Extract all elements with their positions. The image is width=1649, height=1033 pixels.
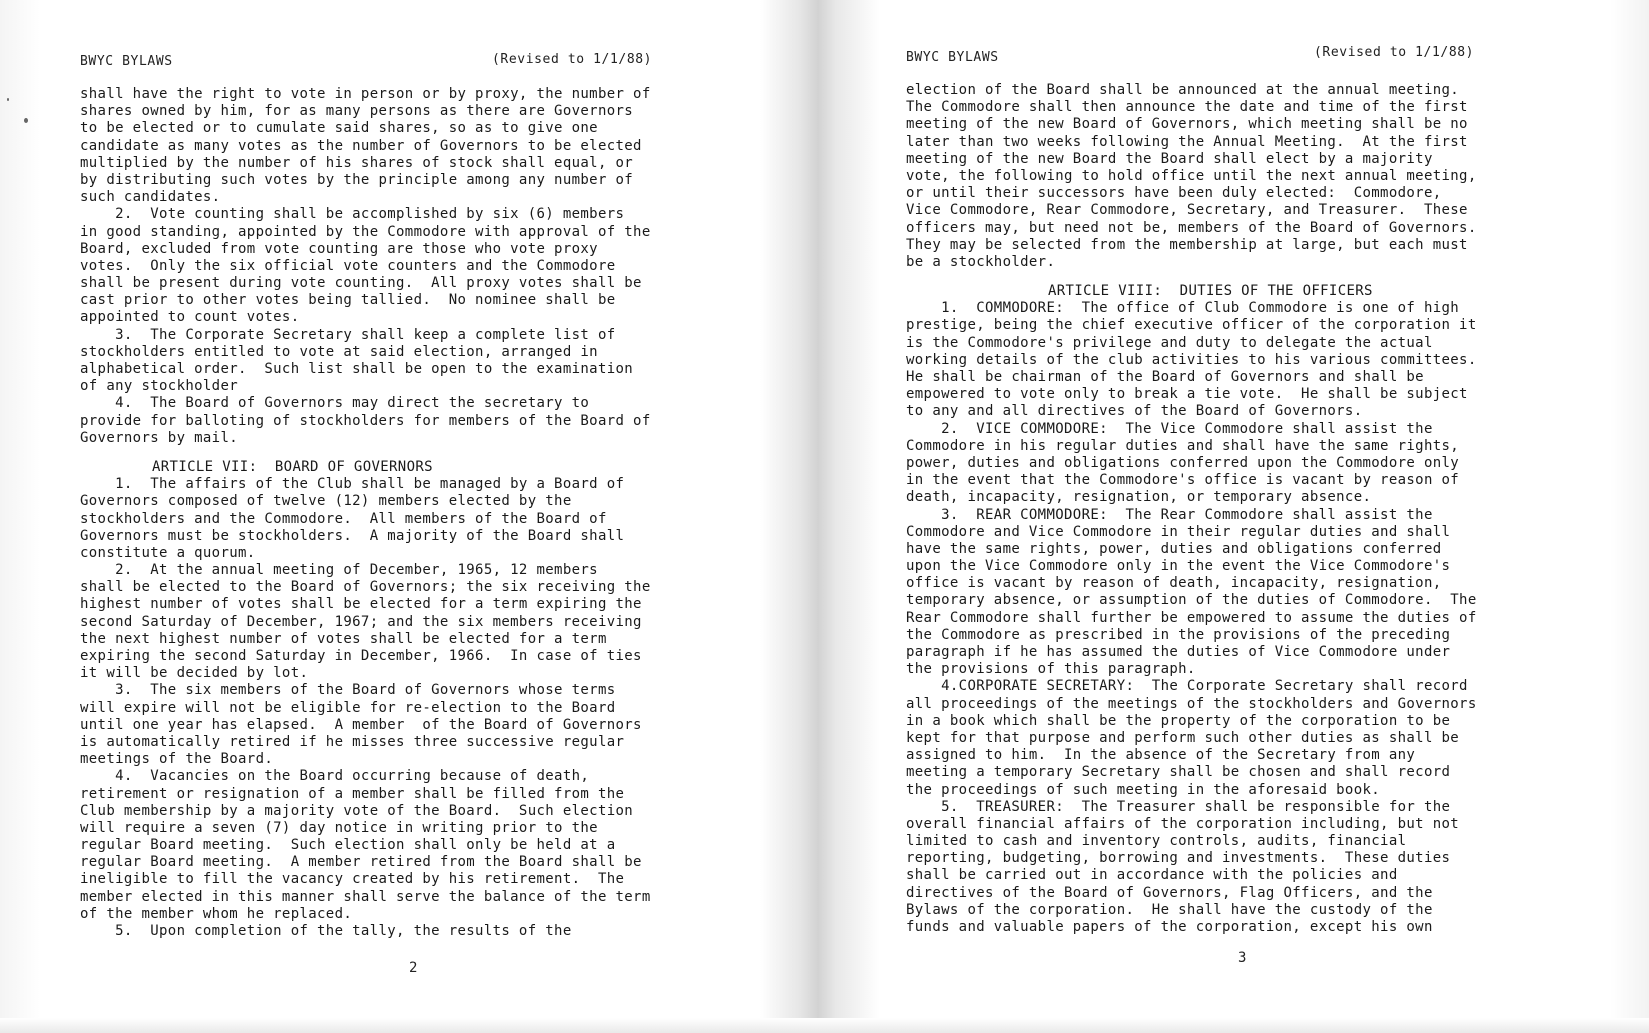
text-line: shall have the right to vote in person or by proxy, the number of — [80, 86, 651, 102]
text-line: Governors composed of twelve (12) members elected by the — [80, 493, 572, 510]
article-heading: ARTICLE VIII: DUTIES OF THE OFFICERS — [1048, 283, 1373, 300]
left-header-revised: (Revised to 1/1/88) — [492, 52, 653, 67]
left-body — [80, 86, 651, 940]
page-bottom-edge — [0, 1018, 1649, 1033]
text-line: 3. The six members of the Board of Governors whose terms — [80, 682, 616, 699]
text-line: paragraph if he has assumed the duties of Vice Commodore under — [906, 644, 1451, 660]
text-line: They may be selected from the membership at large, but each must — [906, 236, 1468, 253]
right-page-number: 3 — [1238, 950, 1247, 966]
text-line: Rear Commodore shall further be empowered to assume the duties of — [906, 609, 1477, 626]
text-line: the provisions of this paragraph. — [906, 661, 1196, 678]
text-line: election of the Board shall be announced at the annual meeting. — [906, 82, 1460, 98]
right-header-title: BWYC BYLAWS — [906, 50, 999, 65]
text-line: temporary absence, or assumption of the duties of Commodore. The — [906, 592, 1477, 609]
text-line: in good standing, appointed by the Commodore with approval of the — [80, 223, 651, 240]
text-line: expiring the second Saturday in December, 1966. In case of ties — [80, 648, 642, 664]
text-line: regular Board meeting. A member retired from the Board shall be — [80, 854, 642, 871]
left-page — [0, 0, 800, 1015]
text-line: He shall be chairman of the Board of Governors and shall be — [906, 369, 1424, 385]
text-line: Vice Commodore, Rear Commodore, Secretary, and Treasurer. These — [906, 202, 1468, 219]
text-line: 1. COMMODORE: The office of Club Commodore is one of high — [906, 300, 1460, 317]
text-line: or until their successors have been duly elected: Commodore, — [906, 185, 1442, 202]
paragraph-gap — [906, 271, 1477, 283]
text-line: 4. The Board of Governors may direct the secretary to — [80, 395, 590, 412]
text-line: retirement or resignation of a member shall be filled from the — [80, 785, 625, 802]
text-line: will require a seven (7) day notice in writing prior to the — [80, 819, 598, 836]
text-line: officers may, but need not be, members of the Board of Governors. — [906, 219, 1477, 236]
text-line: death, incapacity, resignation, or temporary absence. — [906, 489, 1372, 506]
text-line: by distributing such votes by the principle among any number of — [80, 171, 634, 188]
text-line: prestige, being the chief executive officer of the corporation it — [906, 317, 1477, 334]
text-line: working details of the club activities to his various committees. — [906, 351, 1477, 368]
text-line: regular Board meeting. Such election shall only be held at a — [80, 837, 616, 854]
text-line: provide for balloting of stockholders for members of the Board of — [80, 412, 651, 429]
text-line: in the event that the Commodore's office is vacant by reason of — [906, 472, 1460, 489]
text-line: to be elected or to cumulate said shares, so as to give one — [80, 120, 598, 137]
text-line: 2. VICE COMMODORE: The Vice Commodore shall assist the — [906, 420, 1433, 437]
text-line: kept for that purpose and perform such other duties as shall be — [906, 729, 1460, 746]
text-line: meetings of the Board. — [80, 751, 274, 768]
text-line: will expire will not be eligible for re-election to the Board — [80, 699, 616, 716]
text-line: the Commodore as prescribed in the provisions of the preceding — [906, 626, 1451, 643]
text-line: constitute a quorum. — [80, 544, 256, 561]
text-line: Club membership by a majority vote of the Board. Such election — [80, 802, 634, 819]
text-line: member elected in this manner shall serve the balance of the term — [80, 888, 651, 905]
text-line: shall be elected to the Board of Governors; the six receiving the — [80, 579, 651, 596]
text-line: 4.CORPORATE SECRETARY: The Corporate Secretary shall record — [906, 678, 1468, 695]
text-line: Commodore in his regular duties and shall have the same rights, — [906, 437, 1460, 454]
text-line: vote, the following to hold office until the next annual meeting, — [906, 167, 1477, 184]
right-page — [830, 0, 1649, 1015]
text-line: the next highest number of votes shall be elected for a term — [80, 630, 607, 647]
text-line: all proceedings of the meetings of the stockholders and Governors — [906, 695, 1477, 712]
text-line: overall financial affairs of the corporation including, but not — [906, 815, 1460, 832]
right-body — [906, 82, 1477, 936]
text-line: is the Commodore's privilege and duty to delegate the actual — [906, 334, 1433, 351]
text-line: stockholders and the Commodore. All members of the Board of — [80, 510, 607, 527]
article-heading: ARTICLE VII: BOARD OF GOVERNORS — [152, 458, 433, 475]
text-line: 2. Vote counting shall be accomplished by six (6) members — [80, 206, 625, 223]
text-line: alphabetical order. Such list shall be open to the examination — [80, 361, 634, 377]
text-line: meeting a temporary Secretary shall be chosen and shall record — [906, 764, 1451, 781]
text-line: highest number of votes shall be elected for a term expiring the — [80, 596, 642, 613]
left-page-number: 2 — [409, 960, 418, 976]
paragraph-gap — [80, 447, 651, 459]
text-line: of any stockholder — [80, 378, 239, 395]
left-header-title: BWYC BYLAWS — [80, 54, 173, 69]
text-line: stockholders entitled to vote at said election, arranged in — [80, 343, 598, 360]
text-line: is automatically retired if he misses three successive regular — [80, 733, 625, 750]
text-line: assigned to him. In the absence of the Secretary from any — [906, 747, 1416, 764]
text-line: such candidates. — [80, 189, 221, 206]
text-line: second Saturday of December, 1967; and the six members receiving — [80, 613, 642, 630]
text-line: multiplied by the number of his shares of stock shall equal, or — [80, 154, 634, 171]
text-line: limited to cash and inventory controls, audits, financial — [906, 833, 1407, 850]
text-line: Governors by mail. — [80, 429, 239, 446]
text-line: 2. At the annual meeting of December, 1965, 12 members — [80, 562, 598, 579]
text-line: meeting of the new Board of Governors, which meeting shall be no — [906, 116, 1468, 133]
text-line: 3. REAR COMMODORE: The Rear Commodore shall assist the — [906, 506, 1433, 523]
text-line: votes. Only the six official vote counters and the Commodore — [80, 257, 616, 274]
text-line: candidate as many votes as the number of Governors to be elected — [80, 137, 642, 154]
text-line: Bylaws of the corporation. He shall have the custody of the — [906, 901, 1433, 918]
text-line: appointed to count votes. — [80, 309, 300, 326]
text-line: it will be decided by lot. — [80, 665, 309, 682]
text-line: Governors must be stockholders. A majority of the Board shall — [80, 527, 625, 544]
text-line: office is vacant by reason of death, incapacity, resignation, — [906, 575, 1442, 592]
text-line: ineligible to fill the vacancy created by his retirement. The — [80, 871, 625, 888]
text-line: 4. Vacancies on the Board occurring because of death, — [80, 768, 590, 785]
text-line: 5. TREASURER: The Treasurer shall be responsible for the — [906, 798, 1451, 815]
text-line: until one year has elapsed. A member of the Board of Governors — [80, 716, 642, 733]
text-line: 3. The Corporate Secretary shall keep a complete list of — [80, 326, 616, 343]
text-line: the proceedings of such meeting in the aforesaid book. — [906, 781, 1381, 798]
text-line: shall be carried out in accordance with the policies and — [906, 867, 1398, 884]
text-line: 5. Upon completion of the tally, the results of the — [80, 923, 572, 939]
text-line: cast prior to other votes being tallied. No nominee shall be — [80, 292, 616, 309]
text-line: shall be present during vote counting. All proxy votes shall be — [80, 275, 642, 292]
right-header-revised: (Revised to 1/1/88) — [1314, 45, 1475, 60]
text-line: Board, excluded from vote counting are those who vote proxy — [80, 240, 598, 257]
text-line: power, duties and obligations conferred upon the Commodore only — [906, 454, 1460, 471]
text-line: directives of the Board of Governors, Flag Officers, and the — [906, 884, 1433, 901]
text-line: be a stockholder. — [906, 253, 1056, 270]
text-line: 1. The affairs of the Club shall be managed by a Board of — [80, 476, 625, 493]
text-line: have the same rights, power, duties and obligations conferred — [906, 540, 1442, 557]
text-line: in a book which shall be the property of the corporation to be — [906, 712, 1451, 729]
text-line: to any and all directives of the Board of Governors. — [906, 403, 1363, 420]
text-line: upon the Vice Commodore only in the event the Vice Commodore's — [906, 558, 1451, 575]
text-line: funds and valuable papers of the corporation, except his own — [906, 919, 1433, 935]
text-line: meeting of the new Board the Board shall elect by a majority — [906, 150, 1433, 167]
text-line: Commodore and Vice Commodore in their regular duties and shall — [906, 523, 1451, 540]
text-line: The Commodore shall then announce the date and time of the first — [906, 99, 1468, 116]
text-line: reporting, budgeting, borrowing and investments. These duties — [906, 850, 1451, 867]
text-line: empowered to vote only to break a tie vote. He shall be subject — [906, 386, 1468, 403]
text-line: of the member whom he replaced. — [80, 905, 353, 922]
text-line: later than two weeks following the Annual Meeting. At the first — [906, 133, 1468, 150]
text-line: shares owned by him, for as many persons as there are Governors — [80, 103, 634, 120]
